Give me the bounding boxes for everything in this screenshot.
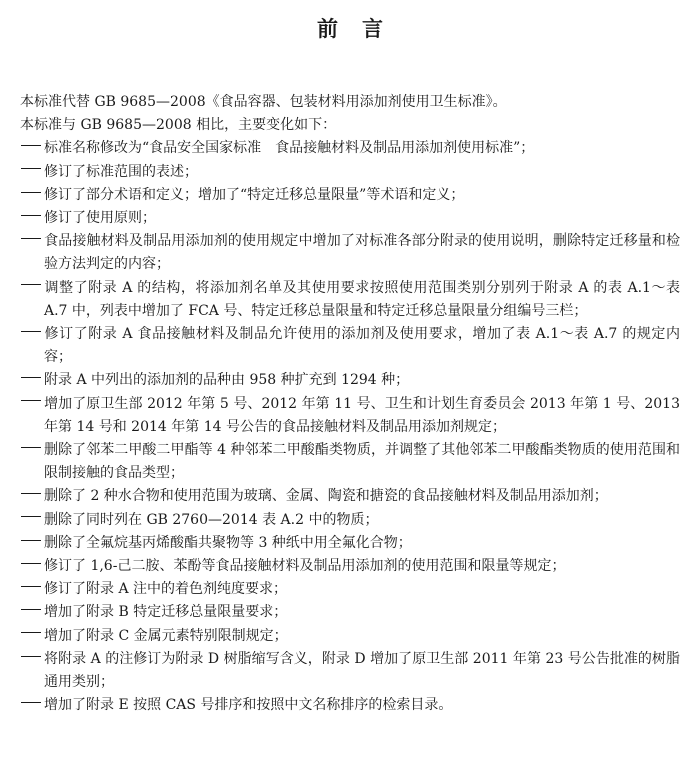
change-item [20,485,680,508]
change-item [20,694,680,717]
change-item [20,578,680,601]
dash-marker [20,231,44,245]
change-item-text: 修订了部分术语和定义；增加了“特定迁移总量限量”等术语和定义； [44,186,465,203]
dash-marker [20,579,44,593]
change-item [20,184,680,207]
change-item-text: 增加了附录 B 特定迁移总量限量要求； [44,604,288,621]
dash-marker [20,185,44,199]
change-item-text: 食品接触材料及制品用添加剂的使用规定中增加了对标准各部分附录的使用说明，删除特定迁移量和检验方法判定的内容； [44,233,680,273]
page-title: 前言 [317,17,407,41]
dash-marker [20,486,44,500]
change-item-text: 附录 A 中列出的添加剂的品种由 958 种扩充到 1294 种； [44,372,410,389]
change-item-text: 增加了附录 C 金属元素特别限制规定； [44,627,288,644]
dash-marker [20,626,44,640]
change-item-text: 修订了标准范围的表述； [44,163,198,180]
change-item [20,230,680,276]
intro-paragraph: 本标准代替 GB 9685—2008《食品容器、包装材料用添加剂使用卫生标准》。 [20,94,507,110]
dash-marker [20,649,44,663]
change-item [20,601,680,624]
dash-marker [20,208,44,222]
dash-marker [20,440,44,454]
change-item-text: 标准名称修改为“食品安全国家标准 食品接触材料及制品用添加剂使用标准”； [44,140,535,157]
dash-marker [20,394,44,408]
dash-marker [20,510,44,524]
change-item [20,207,680,230]
change-item [20,625,680,648]
change-item-text: 删除了全氟烷基丙烯酸酯共聚物等 3 种纸中用全氟化合物； [44,534,412,551]
change-item [20,277,680,323]
change-item-text: 删除了同时列在 GB 2760—2014 表 A.2 中的物质； [44,511,379,528]
change-item [20,369,680,392]
dash-marker [20,162,44,176]
change-item [20,648,680,694]
dash-marker [20,138,44,152]
change-item-text: 修订了附录 A 注中的着色剂纯度要求； [44,581,288,598]
change-item [20,509,680,532]
change-item [20,393,680,439]
change-item-text: 增加了附录 E 按照 CAS 号排序和按照中文名称排序的检索目录。 [44,697,453,714]
dash-marker [20,278,44,292]
change-item-text: 删除了邻苯二甲酸二甲酯等 4 种邻苯二甲酸酯类物质，并调整了其他邻苯二甲酸酯类物质的使用范围和限制接触的食品类型； [44,442,680,482]
dash-marker [20,602,44,616]
change-item-text: 修订了 1,6-己二胺、苯酚等食品接触材料及制品用添加剂的使用范围和限量等规定； [44,558,566,575]
change-item-text: 删除了 2 种水合物和使用范围为玻璃、金属、陶瓷和搪瓷的食品接触材料及制品用添加剂； [44,488,608,505]
change-item [20,323,680,369]
intro-paragraph: 本标准与 GB 9685—2008 相比，主要变化如下： [20,117,337,134]
change-item [20,532,680,555]
document-body [20,91,680,717]
dash-marker [20,556,44,570]
change-item-text: 增加了原卫生部 2012 年第 5 号、2012 年第 11 号、卫生和计划生育委员会 2013 年第 1 号、2013 年第 14 号和 2014 年第 14 号公告的食品接触材料及制品用添加剂规定； [44,395,680,435]
dash-marker [20,324,44,338]
change-item-text: 将附录 A 的注修订为附录 D 树脂缩写含义，附录 D 增加了原卫生部 2011 年第 23 号公告批准的树脂通用类别； [44,650,680,691]
change-item [20,439,680,485]
dash-marker [20,695,44,709]
change-item [20,137,680,160]
change-item-text: 调整了附录 A 的结构，将添加剂名单及其使用要求按照使用范围类别分别列于附录 A 的表 A.1～表 A.7 中，列表中增加了 FCA 号、特定迁移总量限量和特定迁移总量限量分组编号三栏； [44,279,680,319]
dash-marker [20,533,44,547]
change-item-text: 修订了附录 A 食品接触材料及制品允许使用的添加剂及使用要求，增加了表 A.1～表 A.7 的规定内容； [44,326,680,366]
change-item-text: 修订了使用原则； [44,210,156,227]
change-item [20,555,680,578]
change-item [20,161,680,184]
dash-marker [20,370,44,384]
